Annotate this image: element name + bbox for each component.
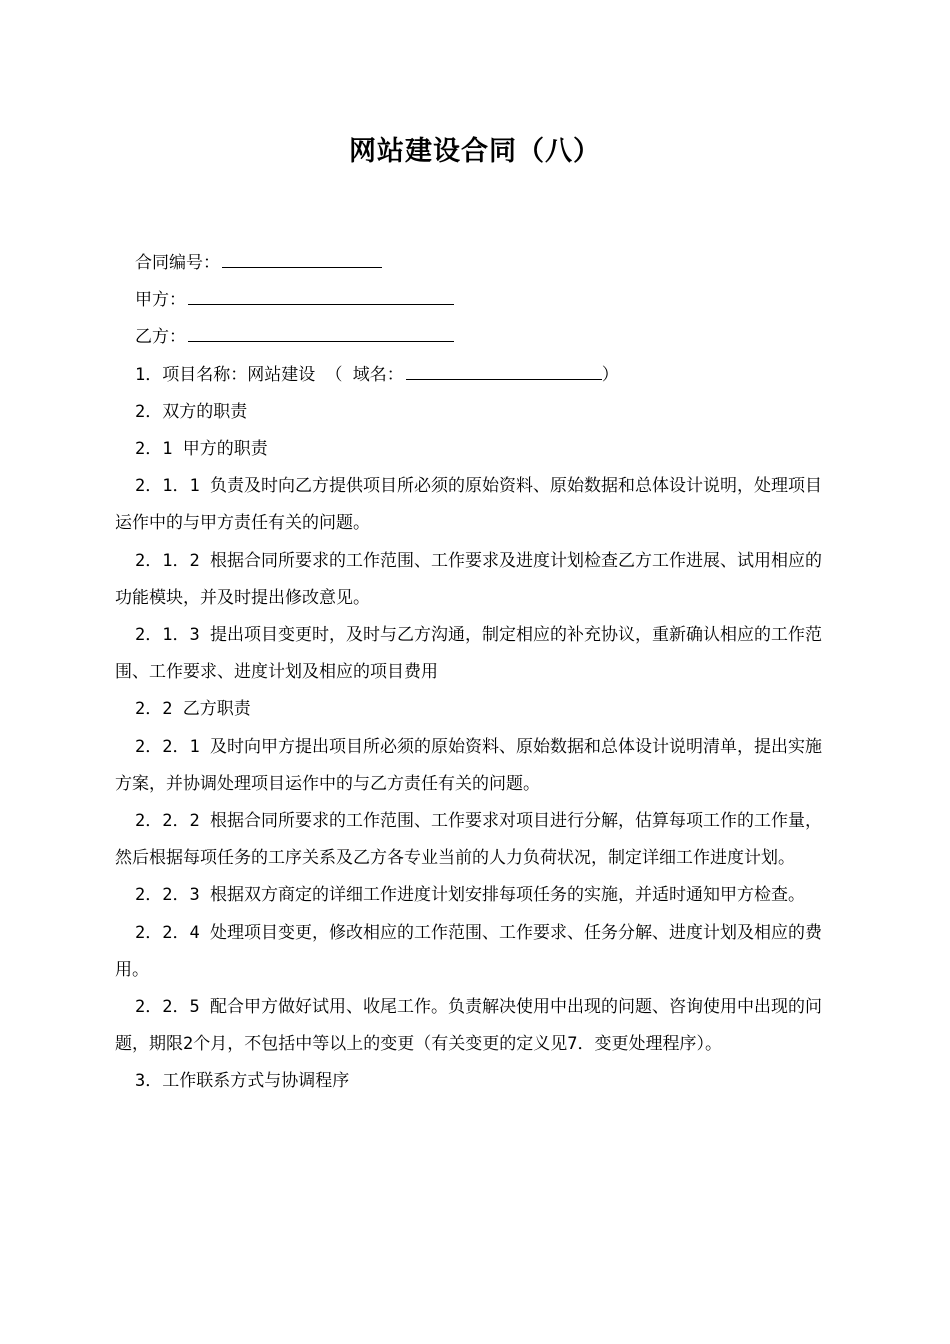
- clause-paragraph: 2．2．1 及时向甲方提出项目所必须的原始资料、原始数据和总体设计说明清单，提出实施方案，并协调处理项目运作中的与乙方责任有关的问题。: [115, 736, 822, 794]
- domain-blank: [406, 359, 602, 380]
- clause-paragraph: 2．1．3 提出项目变更时，及时与乙方沟通，制定相应的补充协议，重新确认相应的工作范围、工作要求、进度计划及相应的项目费用: [115, 625, 822, 683]
- party-b-line: [115, 319, 837, 356]
- project-name-line: [115, 357, 837, 394]
- party-a-blank: [188, 284, 454, 305]
- clause-paragraph: 3．工作联系方式与协调程序: [135, 1071, 350, 1092]
- clause-paragraph: 2．2．4 处理项目变更，修改相应的工作范围、工作要求、任务分解、进度计划及相应的费用。: [115, 922, 822, 980]
- project-name-close: ）: [601, 364, 619, 385]
- contract-number-blank: [222, 247, 382, 268]
- clause-paragraph: 2．1 甲方的职责: [135, 439, 268, 460]
- document-body: [115, 245, 837, 1101]
- contract-number-label: 合同编号：: [135, 253, 220, 273]
- party-a-label: 甲方：: [135, 290, 186, 311]
- party-b-blank: [188, 321, 454, 342]
- clause-paragraph: 2．2 乙方职责: [135, 699, 251, 720]
- clause-paragraph: 2．2．2 根据合同所要求的工作范围、工作要求对项目进行分解，估算每项工作的工作量，然后根据每项任务的工序关系及乙方各专业当前的人力负荷状况，制定详细工作进度计划。: [115, 811, 822, 869]
- project-name-text: 1．项目名称：网站建设 （ 域名：: [135, 364, 404, 385]
- party-b-label: 乙方：: [135, 327, 186, 348]
- clause-paragraph: 2．2．3 根据双方商定的详细工作进度计划安排每项任务的实施，并适时通知甲方检查。: [135, 885, 805, 906]
- clause-paragraph: 2．1．2 根据合同所要求的工作范围、工作要求及进度计划检查乙方工作进展、试用相应的功能模块，并及时提出修改意见。: [115, 550, 822, 608]
- clause-paragraph: 2．2．5 配合甲方做好试用、收尾工作。负责解决使用中出现的问题、咨询使用中出现的问题，期限2个月，不包括中等以上的变更（有关变更的定义见7．变更处理程序）。: [115, 997, 822, 1055]
- party-a-line: [115, 282, 837, 319]
- clause-paragraph: 2．双方的职责: [135, 401, 248, 422]
- contract-number-line: [115, 245, 837, 282]
- document-title: 网站建设合同（八）: [349, 136, 601, 167]
- clause-paragraph: 2．1．1 负责及时向乙方提供项目所必须的原始资料、原始数据和总体设计说明，处理项目运作中的与甲方责任有关的问题。: [115, 476, 822, 534]
